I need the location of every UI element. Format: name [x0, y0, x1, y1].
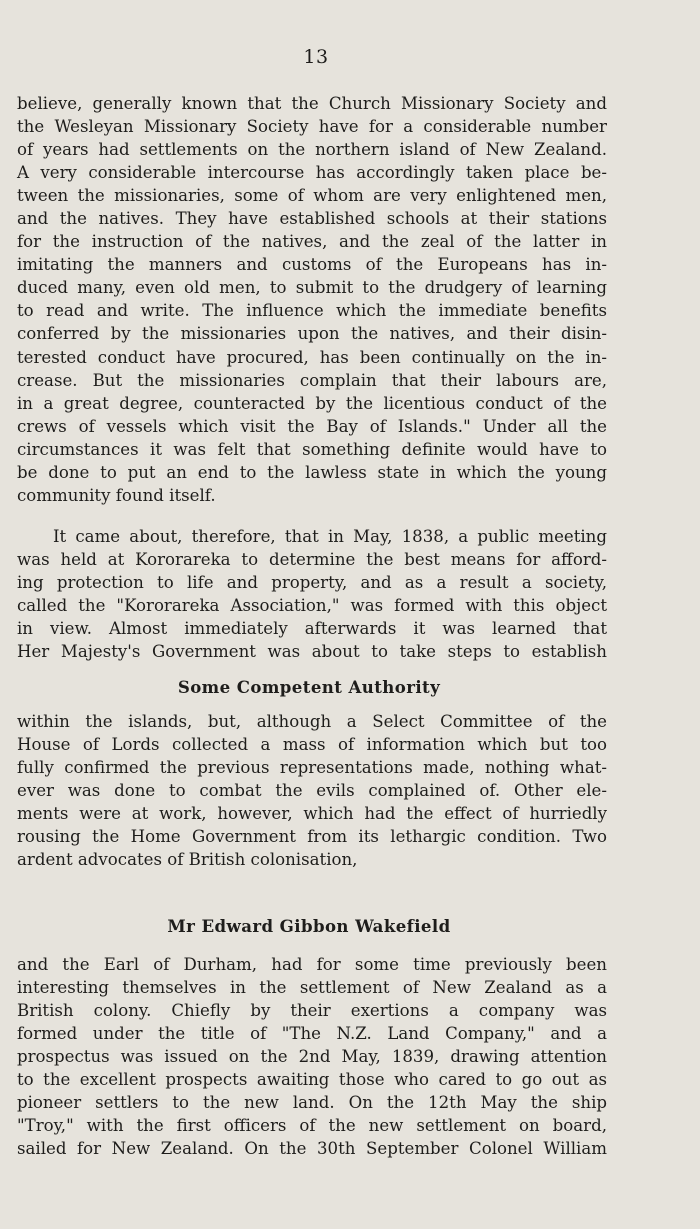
text-line: to the excellent prospects awaiting those who cared to go out as — [17, 1070, 607, 1090]
text-line: ments were at work, however, which had the effect of hurriedly — [17, 804, 607, 824]
page-number: 13 — [303, 46, 329, 68]
text-line: British colony. Chiefly by their exertions a company was — [17, 1001, 607, 1021]
text-line: prospectus was issued on the 2nd May, 1839, drawing attention — [17, 1047, 607, 1067]
text-line: ing protection to life and property, and as a result a society, — [17, 573, 607, 593]
text-line: duced many, even old men, to submit to the drudgery of learning — [17, 278, 607, 298]
text-line: interesting themselves in the settlement of New Zealand as a — [17, 978, 607, 998]
text-line: the Wesleyan Missionary Society have for a considerable number — [17, 117, 607, 137]
text-line: ardent advocates of British colonisation, — [17, 850, 358, 870]
text-line: of years had settlements on the northern island of New Zealand. — [17, 140, 607, 160]
text-line: was held at Kororareka to determine the best means for afford- — [17, 550, 607, 570]
section-heading: Some Competent Authority — [177, 677, 441, 697]
text-line: crews of vessels which visit the Bay of Islands." Under all the — [17, 416, 607, 436]
paragraph-4 — [17, 953, 607, 1160]
text-line: believe, generally known that the Church Missionary Society and — [17, 94, 607, 113]
paragraph-1 — [17, 92, 607, 507]
text-line: A very considerable intercourse has accordingly taken place be- — [17, 163, 607, 183]
text-line: Her Majesty's Government was about to take steps to establish — [17, 642, 607, 662]
paragraph-2 — [17, 525, 607, 663]
text-line: conferred by the missionaries upon the natives, and their disin- — [17, 324, 607, 344]
text-line: be done to put an end to the lawless state in which the young — [17, 462, 607, 482]
text-line: called the "Kororareka Association," was formed with this object — [17, 596, 607, 616]
text-line: tween the missionaries, some of whom are very enlightened men, — [17, 186, 607, 206]
text-line: It came about, therefore, that in May, 1838, a public meeting — [53, 527, 607, 546]
text-line: circumstances it was felt that something definite would have to — [17, 439, 607, 459]
text-line: for the instruction of the natives, and the zeal of the latter in — [17, 232, 607, 252]
text-line: terested conduct have procured, has been continually on the in- — [17, 347, 607, 367]
section-heading: Mr Edward Gibbon Wakefield — [167, 916, 451, 936]
text-line: House of Lords collected a mass of information which but too — [17, 735, 607, 755]
text-line: imitating the manners and customs of the Europeans has in- — [17, 255, 607, 275]
text-line: in a great degree, counteracted by the licentious conduct of the — [17, 393, 607, 413]
text-line: fully confirmed the previous representations made, nothing what- — [17, 758, 607, 778]
text-line: and the natives. They have established schools at their stations — [17, 209, 607, 229]
text-line: pioneer settlers to the new land. On the 12th May the ship — [17, 1093, 607, 1113]
text-line: rousing the Home Government from its lethargic condition. Two — [17, 827, 607, 847]
text-line: ever was done to combat the evils complained of. Other ele- — [17, 781, 607, 801]
text-line: to read and write. The influence which the immediate benefits — [17, 301, 607, 321]
text-line: within the islands, but, although a Select Committee of the — [17, 712, 607, 731]
text-line: crease. But the missionaries complain that their labours are, — [17, 370, 607, 390]
text-line: "Troy," with the first officers of the new settlement on board, — [17, 1116, 607, 1136]
text-line: sailed for New Zealand. On the 30th September Colonel William — [17, 1139, 607, 1159]
text-line: in view. Almost immediately afterwards it was learned that — [17, 619, 607, 639]
paragraph-3 — [17, 710, 607, 871]
text-line: community found itself. — [17, 485, 216, 505]
text-line: formed under the title of "The N.Z. Land Company," and a — [17, 1024, 607, 1044]
text-line: and the Earl of Durham, had for some time previously been — [17, 955, 607, 974]
